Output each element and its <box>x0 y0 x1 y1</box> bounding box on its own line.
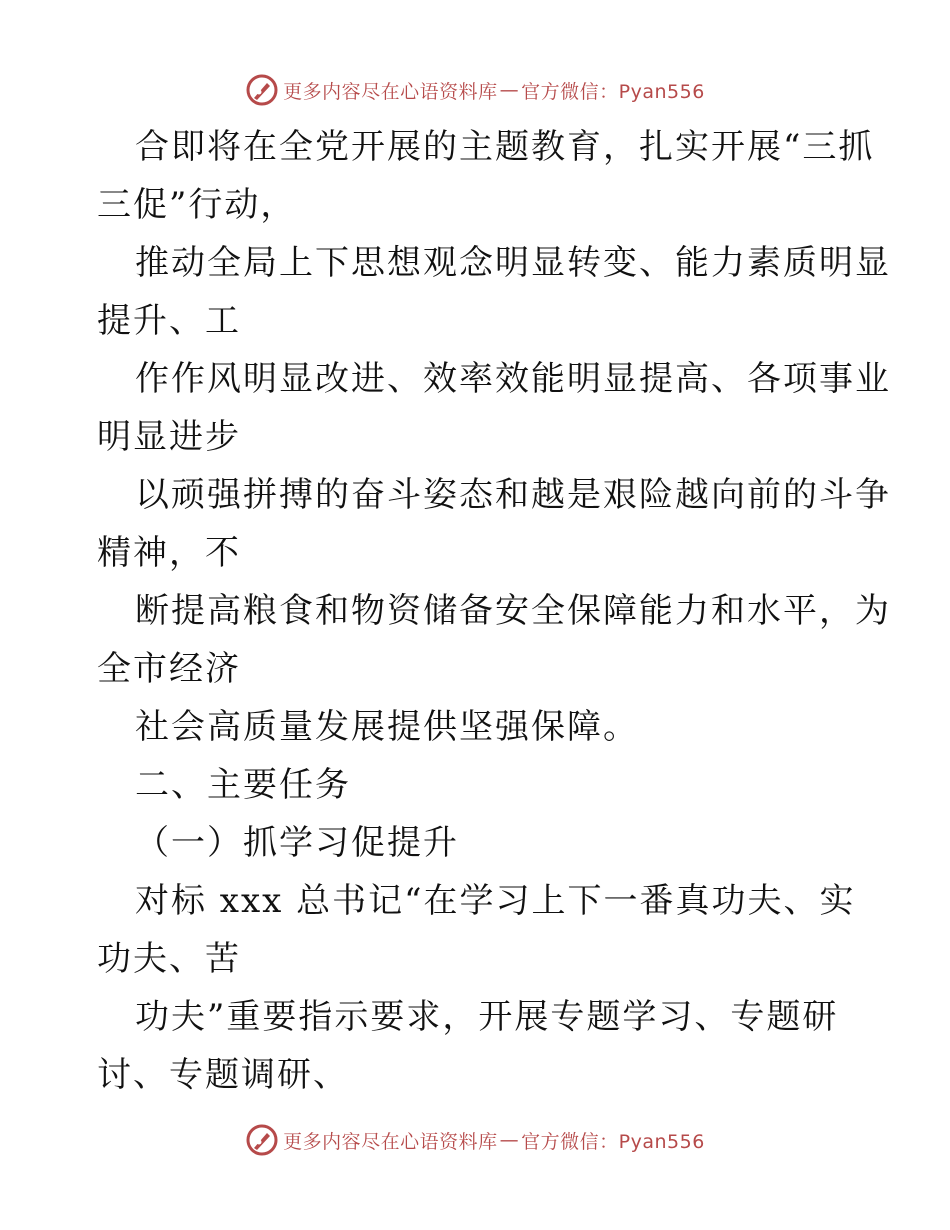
text-line: 讨、专题调研、 <box>97 1055 349 1095</box>
text-line: 功夫”重要指示要求，开展专题学习、专题研 <box>135 997 839 1037</box>
text-line: 合即将在全党开展的主题教育，扎实开展“三抓 <box>135 127 875 167</box>
footer-watermark <box>0 1120 950 1160</box>
watermark-text: 更多内容尽在心语资料库 <box>283 80 498 103</box>
watermark-dash: — <box>499 79 520 101</box>
watermark-dash: — <box>499 1129 520 1151</box>
watermark-contact: 官方微信：Pyan556 <box>521 80 705 103</box>
watermark-text: 更多内容尽在心语资料库 <box>283 1130 498 1153</box>
watermark-contact: 官方微信：Pyan556 <box>521 1130 705 1153</box>
text-line: 全市经济 <box>97 649 241 689</box>
text-line: 功夫、苦 <box>97 939 241 979</box>
text-line: 提升、工 <box>97 301 241 341</box>
pen-logo-icon <box>245 73 279 107</box>
text-line: 作作风明显改进、效率效能明显提高、各项事业 <box>135 359 891 399</box>
text-line: 精神，不 <box>97 533 241 573</box>
text-line: 推动全局上下思想观念明显转变、能力素质明显 <box>135 243 891 283</box>
text-line: 二、主要任务 <box>135 765 351 805</box>
text-line: 社会高质量发展提供坚强保障。 <box>135 707 639 747</box>
text-line: 以顽强拼搏的奋斗姿态和越是艰险越向前的斗争 <box>135 475 891 515</box>
text-line: 明显进步 <box>97 417 241 457</box>
text-line: 三促”行动， <box>97 185 297 225</box>
header-watermark <box>0 70 950 110</box>
text-line: 对标 xxx 总书记“在学习上下一番真功夫、实 <box>135 881 856 921</box>
document-body <box>97 118 891 1104</box>
text-line: （一）抓学习促提升 <box>135 823 459 863</box>
pen-logo-icon <box>245 1123 279 1157</box>
text-line: 断提高粮食和物资储备安全保障能力和水平，为 <box>135 591 891 631</box>
